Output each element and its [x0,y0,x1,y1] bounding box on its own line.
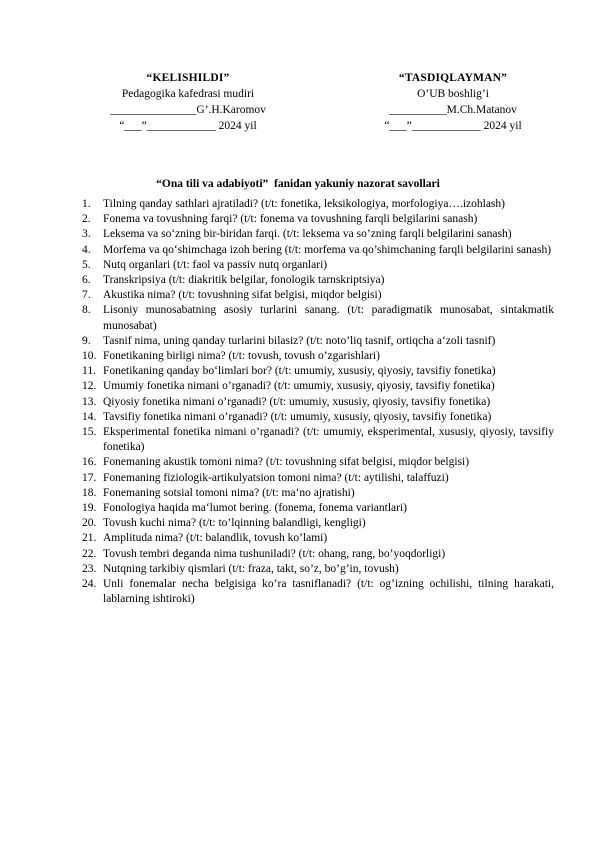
question-text: Umumiy fonetika nimani o’rganadi? (t/t: umumiy, xususiy, qiyosiy, tavsifiy fonetika) [103,380,495,393]
agreed-position: Pedagogika kafedrasi mudiri [121,88,255,100]
question-text: Tilning qanday sathlari ajratiladi? (t/t: fonetika, leksikologiya, morfologiya….izohlash) [103,198,505,210]
question-text: Akustika nima? (t/t: tovushning sifat belgisi, miqdor belgisi) [103,289,382,302]
question-text: Tovush kuchi nima? (t/t: to’lqinning balandligi, kengligi) [103,517,366,530]
question-item [82,334,554,349]
question-number: 5. [82,258,91,271]
question-item [82,501,554,516]
question-text: Nutqning tarkibiy qismlari (t/t: fraza, takt, so’z, bo’g’in, tovush) [103,562,399,575]
question-number: 6. [82,274,91,287]
question-item [82,364,554,379]
question-number: 21. [82,532,97,545]
question-text: Fonologiya haqida ma‘lumot bering. (fonema, fonema variantlari) [103,502,408,515]
question-item [82,227,554,242]
question-item [82,395,554,410]
approved-date-line: “___”____________ 2024 yil [384,120,522,132]
question-number: 4. [82,243,91,256]
question-list [82,197,554,607]
question-number: 10. [82,350,97,363]
question-text: Fonetikaning qanday bo‘limlari bor? (t/t: umumiy, xususiy, qiyosiy, tavsifiy fonetika) [103,365,496,378]
question-text: Leksema va so‘zning bir-biridan farqi. (t/t: leksema va so’zning farqli belgilarini sanash) [103,228,512,241]
question-number: 8. [82,304,91,317]
question-number: 23. [82,562,97,575]
question-item [82,303,554,333]
question-number: 24. [82,578,97,591]
question-text: Morfema va qo‘shimchaga izoh bering (t/t: morfema va qo’shimchaning farqli belgilarini sanash) [103,243,552,256]
question-number: 11. [82,365,96,378]
question-item [82,577,554,607]
question-text: Fonetikaning birligi nima? (t/t: tovush, tovush o’zgarishlari) [103,350,380,363]
approved-signature-line: __________M.Ch.Matanov [389,104,517,116]
question-number: 13. [82,395,97,408]
question-item [82,455,554,470]
question-number: 1. [82,198,91,210]
question-item [82,212,554,227]
question-text: Tasnif nima, uning qanday turlarini bilasiz? (t/t: noto’liq tasnif, ortiqcha a‘zoli tasnif) [103,334,496,347]
approved-block [343,70,563,134]
approval-header [0,70,596,140]
question-text: Tavsifiy fonetika nimani o’rganadi? (t/t: umumiy, xususiy, qiyosiy, tavsifiy fonetika) [103,410,492,423]
approved-title: “TASDIQLAYMAN” [398,72,508,84]
question-item [82,243,554,258]
agreed-block [78,70,298,134]
question-text: Eksperimental fonetika nimani o’rganadi? (t/t: umumiy, eksperimental, xususiy, qiyosiy, tavsifiy fonetika) [103,426,554,454]
question-text: Nutq organlari (t/t: faol va passiv nutq organlari) [103,258,328,271]
question-item [82,471,554,486]
question-text: Tovush tembri deganda nima tushuniladi? (t/t: ohang, rang, bo’yoqdorligi) [103,547,446,560]
question-item [82,349,554,364]
question-text: Amplituda nima? (t/t: balandlik, tovush ko’lami) [103,532,328,545]
question-item [82,379,554,394]
question-text: Fonemaning akustik tomoni nima? (t/t: tovushning sifat belgisi, miqdor belgisi) [103,456,470,469]
question-number: 9. [82,334,91,347]
question-number: 22. [82,547,97,560]
question-item [82,410,554,425]
question-number: 20. [82,517,97,530]
question-text: Unli fonemalar necha belgisiga ko’ra tasniflanadi? (t/t: og’izning ochilishi, tilning harakati, lablarning ishtiroki) [103,578,554,606]
question-item [82,288,554,303]
question-item [82,273,554,288]
question-text: Fonema va tovushning farqi? (t/t: fonema va tovushning farqli belgilarini sanash) [103,213,478,226]
agreed-title: “KELISHILDI” [146,72,230,84]
question-number: 16. [82,456,97,469]
question-item [82,562,554,577]
question-number: 17. [82,471,97,484]
question-text: Transkripsiya (t/t: diakritik belgilar, fonologik tarnskriptsiya) [103,274,385,287]
question-item [82,547,554,562]
question-item [82,425,554,455]
question-item [82,531,554,546]
question-text: Fonemaning sotsial tomoni nima? (t/t: ma‘no ajratishi) [103,486,355,499]
question-text: Fonemaning fiziologik-artikulyatsion tomoni nima? (t/t: aytilishi, talaffuzi) [103,471,449,484]
question-number: 18. [82,486,97,499]
question-item [82,486,554,501]
question-text: Lisoniy munosabatning asosiy turlarini sanang. (t/t: paradigmatik munosabat, sintakmatik munosabat) [103,304,554,332]
question-number: 3. [82,228,91,241]
question-number: 19. [82,502,97,515]
question-number: 15. [82,426,97,439]
agreed-signature-line: _______________G’.H.Karomov [110,104,266,116]
question-item [82,258,554,273]
question-text: Qiyosiy fonetika nimani o’rganadi? (t/t: umumiy, xususiy, qiyosiy, tavsifiy fonetika) [103,395,491,408]
question-item [82,197,554,212]
document-title: “Ona tili va adabiyoti” fanidan yakuniy nazorat savollari [156,178,440,190]
question-number: 2. [82,213,91,226]
question-number: 14. [82,410,97,423]
agreed-date-line: “___”____________ 2024 yil [119,120,257,132]
approved-position: O’UB boshlig’i [417,88,489,100]
question-number: 7. [82,289,91,302]
question-item [82,516,554,531]
question-number: 12. [82,380,97,393]
